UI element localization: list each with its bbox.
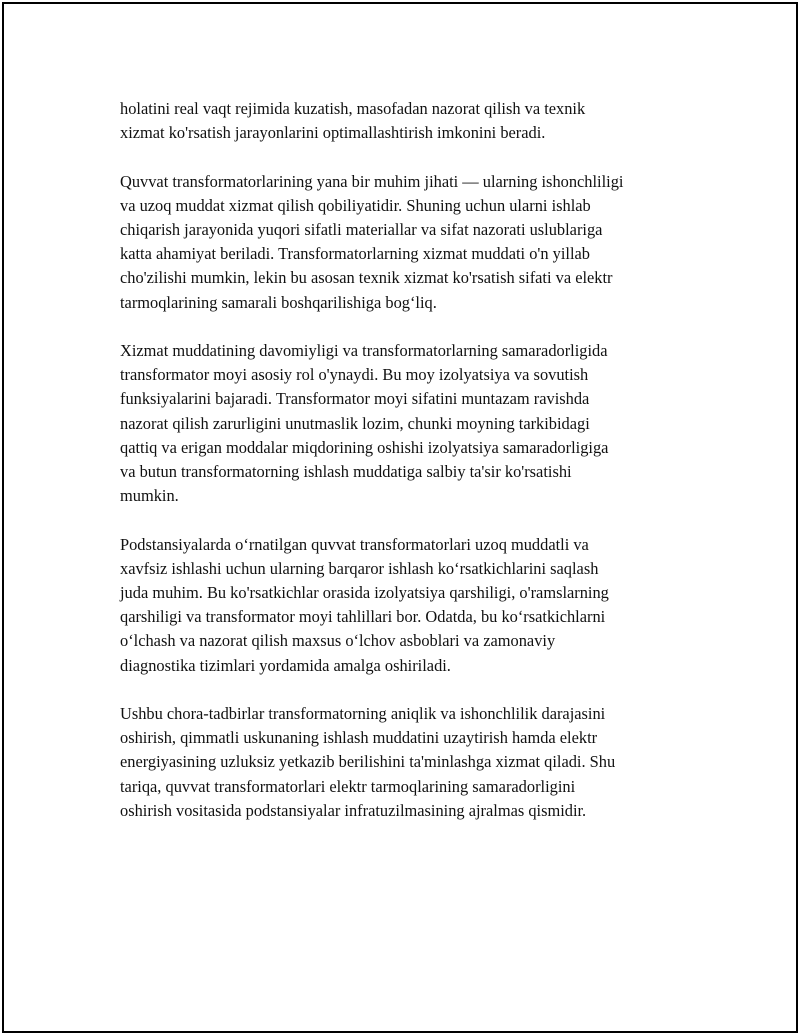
- paragraph-3: Xizmat muddatining davomiyligi va transformatorlarning samaradorligida transformator moyi asosiy rol o'ynaydi. Bu moy izolyatsiya va sovutish funksiyalarini bajaradi. Transformator moyi sifatini muntazam ravishda nazorat qilish zarurligini unutmaslik lozim, chunki moyning tarkibidagi qattiq va erigan moddalar miqdorining oshishi izolyatsiya samaradorligiga va butun transformatorning ishlash muddatiga salbiy ta'sir ko'rsatishi mumkin.: [120, 341, 609, 506]
- document-page: [2, 2, 798, 1033]
- paragraph-5: Ushbu chora-tadbirlar transformatorning aniqlik va ishonchlilik darajasini oshirish, qimmatli uskunaning ishlash muddatini uzaytirish hamda elektr energiyasining uzluksiz yetkazib berilishini ta'minlashga xizmat qiladi. Shu tariqa, quvvat transformatorlari elektr tarmoqlarining samaradorligini oshirish vositasida podstansiyalar infratuzilmasining ajralmas qismidir.: [120, 704, 616, 820]
- paragraph-1: holatini real vaqt rejimida kuzatish, masofadan nazorat qilish va texnik xizmat ko'rsatish jarayonlarini optimallashtirish imkonini beradi.: [120, 99, 586, 143]
- paragraph-2: Quvvat transformatorlarining yana bir muhim jihati — ularning ishonchliligi va uzoq muddat xizmat qilish qobiliyatidir. Shuning uchun ularni ishlab chiqarish jarayonida yuqori sifatli materiallar va sifat nazorati uslublariga katta ahamiyat beriladi. Transformatorlarning xizmat muddati o'n yillab cho'zilishi mumkin, lekin bu asosan texnik xizmat ko'rsatish sifati va elektr tarmoqlarining samarali boshqarilishiga bog‘liq.: [120, 171, 624, 312]
- paragraph-4: Podstansiyalarda o‘rnatilgan quvvat transformatorlari uzoq muddatli va xavfsiz ishlashi uchun ularning barqaror ishlash ko‘rsatkichlarini saqlash juda muhim. Bu ko'rsatkichlar orasida izolyatsiya qarshiligi, o'ramslarning qarshiligi va transformator moyi tahlillari bor. Odatda, bu ko‘rsatkichlarni o‘lchash va nazorat qilish maxsus o‘lchov asboblari va zamonaviy diagnostika tizimlari yordamida amalga oshiriladi.: [120, 534, 609, 675]
- document-body: [120, 97, 695, 847]
